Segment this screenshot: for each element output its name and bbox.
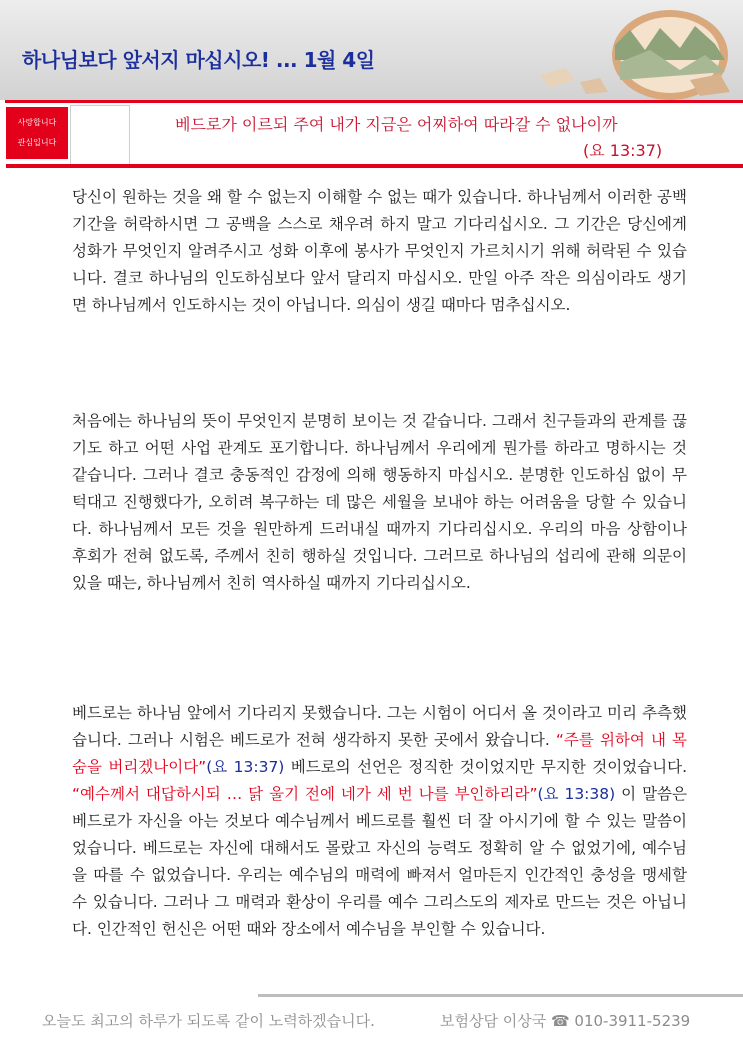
footer-contact: 보험상담 이상국 ☎ 010-3911-5239 [440, 1012, 691, 1030]
badge-line-1: 사랑합니다 [17, 118, 57, 127]
paragraph-3-part-c: 이 말씀은 베드로가 자신을 아는 것보다 예수님께서 베드로를 훨씬 더 잘 아시기에 할 수 있는 말씀이었습니다. 베드로는 자신에 대해서도 몰랐고 자신의 능력도 정확히 알 수 없었기에, 예수님을 따를 수 없었습니다. 우리는 예수님의 매력에 빠져서 얼마든지 인간적인 충성을 맹세할 수 있습니다. 그러나 그 매력과 환상이 우리를 예수 그리스도의 제자로 만드는 것은 아닙니다. 인간적인 헌신은 어떤 때와 장소에서 예수님을 부인할 수 있습니다. [72, 785, 687, 938]
verse-divider [6, 164, 743, 168]
broken-egg-money-illustration [520, 0, 740, 100]
verse-text: 베드로가 이르되 주여 내가 지금은 어찌하여 따라갈 수 없나이까 [175, 115, 618, 134]
love-badge [6, 107, 68, 159]
quote-jesus: “예수께서 대답하시되 … 닭 울기 전에 네가 세 번 나를 부인하리라” [72, 785, 538, 803]
photo-placeholder [70, 105, 130, 168]
page-title: 하나님보다 앞서지 마십시오! ... 1월 4일 [22, 48, 375, 72]
quote-peter: “주를 위하여 내 목숨을 버리겠나이다” [72, 731, 687, 776]
paragraph-3-part-a: 베드로는 하나님 앞에서 기다리지 못했습니다. 그는 시험이 어디서 올 것이라고 미리 추측했습니다. 그러나 시험은 베드로가 전혀 생각하지 못한 곳에서 왔습니다. [72, 704, 687, 749]
footer-divider [258, 994, 743, 997]
quote-peter-ref: (요 13:37) [206, 758, 285, 776]
verse-reference: (요 13:37) [583, 141, 663, 160]
header-banner [0, 0, 743, 100]
footer-slogan: 오늘도 최고의 하루가 되도록 같이 노력하겠습니다. [42, 1012, 375, 1030]
paragraph-2: 처음에는 하나님의 뜻이 무엇인지 분명히 보이는 것 같습니다. 그래서 친구들과의 관계를 끊기도 하고 어떤 사업 관계도 포기합니다. 하나님께서 우리에게 뭔가를 하라고 명하시는 것 같습니다. 그러나 결코 충동적인 감정에 의해 행동하지 마십시오. 분명한 인도하심 없이 무턱대고 진행했다가, 오히려 복구하는 데 많은 세월을 보내야 하는 어려움을 당할 수 있습니다. 하나님께서 모든 것을 원만하게 드러내실 때까지 기다리십시오. 우리의 마음 상함이나 후회가 전혀 없도록, 주께서 친히 행하실 것입니다. 그러므로 하나님의 섭리에 관해 의문이 있을 때는, 하나님께서 친히 역사하실 때까지 기다리십시오. [72, 412, 687, 592]
paragraph-1: 당신이 원하는 것을 왜 할 수 없는지 이해할 수 없는 때가 있습니다. 하나님께서 이러한 공백 기간을 허락하시면 그 공백을 스스로 채우려 하지 말고 기다리십시오. 그 기간은 당신에게 성화가 무엇인지 알려주시고 성화 이후에 봉사가 무엇인지 가르치시기 위해 허락된 수 있습니다. 결코 하나님의 인도하심보다 앞서 달리지 마십시오. 만일 아주 작은 의심이라도 생기면 하나님께서 인도하시는 것이 아닙니다. 의심이 생길 때마다 멈추십시오. [72, 188, 687, 314]
badge-line-2: 관심입니다 [17, 138, 57, 147]
paragraph-3-part-b: 베드로의 선언은 정직한 것이었지만 무지한 것이었습니다. [284, 758, 688, 776]
paragraph-3 [72, 700, 687, 943]
quote-jesus-ref: (요 13:38) [537, 785, 616, 803]
header-divider [5, 100, 743, 103]
